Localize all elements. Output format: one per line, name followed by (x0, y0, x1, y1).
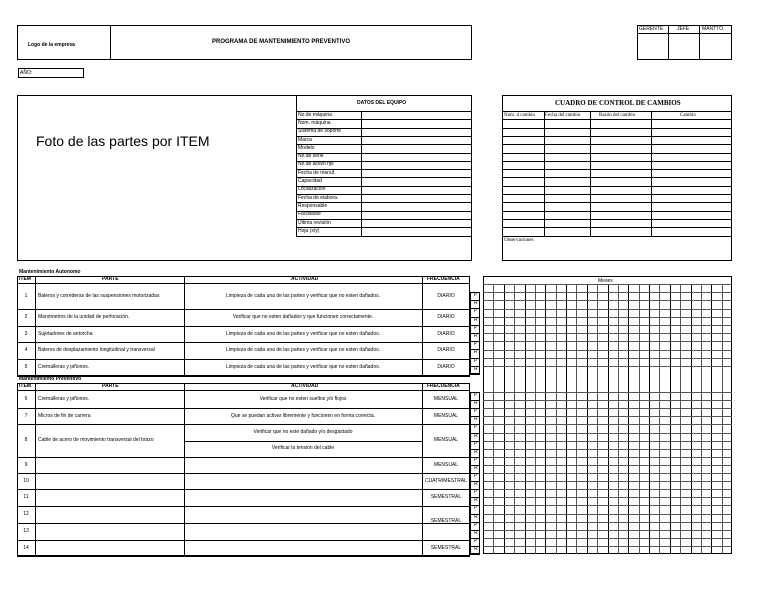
months-row-line (483, 317, 732, 318)
months-row-line (483, 292, 732, 293)
equipment-field-label: Localización (298, 186, 326, 193)
page-title: PROGRAMA DE MANTENIMIENTO PREVENTIVO (212, 39, 351, 45)
equipment-field-label: Fecha de elabora. (298, 194, 339, 201)
change-row-line (502, 194, 732, 195)
months-row-line (483, 366, 732, 367)
frequency-cell: SEMESTRAL (430, 544, 462, 551)
equipment-field-value (362, 144, 471, 152)
change-col-line (544, 111, 545, 236)
equipment-field-label: Marca (298, 136, 312, 143)
table-col-line (35, 276, 36, 284)
activity-cell: Limpieza de cada una de las partes y verificar que no esten dañados. (226, 293, 380, 299)
pr-label: R (474, 400, 478, 407)
item-number: 4 (24, 347, 28, 353)
header-divider (110, 25, 111, 60)
change-row-line (502, 202, 732, 203)
equipment-field-label: No.de activo fijo (298, 161, 334, 168)
pr-label: P (474, 408, 478, 415)
change-row-line (502, 128, 732, 129)
equipment-field-value (362, 153, 471, 161)
table-row-line (17, 556, 470, 557)
equipment-field-label: Sistema de soporte (298, 128, 342, 135)
pr-label: P (474, 473, 478, 479)
equipment-field-value (362, 111, 471, 119)
pr-label: R (474, 316, 478, 323)
months-label: Meses (598, 278, 613, 284)
months-row-line (483, 489, 732, 490)
table-col-line (422, 391, 423, 556)
table-col-line (422, 276, 423, 284)
pr-label: R (474, 349, 478, 356)
equipment-field-label: Nom. máquina (298, 119, 331, 126)
equipment-field-label: Responsable (298, 202, 328, 209)
pr-label: R (474, 545, 478, 552)
part-cell: Micros de fin de carrera (38, 412, 91, 419)
equipment-field-label: No.de máquina (298, 111, 332, 118)
item-number: 6 (24, 396, 28, 402)
months-row-line (483, 514, 732, 515)
equipment-field-value (362, 227, 471, 235)
months-row-line (483, 400, 732, 401)
equipment-field-value (362, 211, 471, 219)
pr-label: P (474, 537, 478, 544)
pr-label: R (474, 448, 478, 455)
months-row-line (483, 530, 732, 531)
year-label: AÑO: (20, 70, 33, 76)
activity-cell: Limpieza de cada una de las partes y verificar que no esten dañados. (226, 364, 380, 370)
signature-mantto: MANTTO. (702, 26, 725, 32)
months-row-line (483, 325, 732, 326)
equipment-field-value (362, 202, 471, 210)
photo-caption: Foto de las partes por ITEM (36, 133, 210, 149)
table-header-label: ACTIVIDAD (291, 276, 319, 282)
months-row-line (483, 392, 732, 393)
pr-label: P (474, 440, 478, 447)
months-row-line (483, 333, 732, 334)
months-row-line (483, 408, 732, 409)
table-col-line (184, 284, 185, 376)
change-row-line (502, 177, 732, 178)
pr-label: R (474, 416, 478, 423)
equipment-field-label: Modelo (298, 144, 315, 151)
months-row-line (483, 473, 732, 474)
months-row-line (483, 441, 732, 442)
pr-label: R (474, 513, 478, 520)
item-number: 8 (24, 437, 28, 443)
equipment-field-label: Última revisión (298, 219, 331, 226)
logo-placeholder: Logo de la empresa (28, 42, 75, 48)
table-header-label: ITEM (19, 383, 31, 389)
part-cell: Sujetadores de antorcha (38, 330, 93, 337)
equipment-field-label: Hoja (x/y) (298, 227, 320, 234)
frequency-cell: MENSUAL (433, 437, 459, 443)
change-row-line (502, 227, 732, 228)
item-number: 2 (24, 314, 28, 320)
pr-label: P (474, 392, 478, 398)
equipment-field-label: No.de serie (298, 153, 324, 160)
pr-label: R (474, 481, 478, 488)
change-row-line (502, 186, 732, 187)
pr-label: P (474, 521, 478, 528)
equipment-field-label: Facilitador (298, 211, 322, 218)
activity-cell: Verificar que no esten sueltos y/o flojos (259, 396, 347, 402)
table-col-line (184, 276, 185, 284)
pr-label: P (474, 341, 478, 348)
change-row-line (502, 119, 732, 120)
pr-label: R (474, 464, 478, 471)
pr-label: R (474, 497, 478, 504)
activity-cell: Verificar que no esten dañados y que funcionen correctamente. (232, 314, 374, 320)
item-number: 3 (24, 330, 28, 337)
equipment-row-line (296, 236, 472, 237)
table-header (17, 276, 470, 284)
section-preventive: Mantenimiento Preventivo (19, 376, 82, 382)
part-cell: Baleros de desplazamiento longitudinal y transversal (38, 347, 155, 353)
pr-label: R (474, 365, 478, 372)
frequency-cell: MENSUAL (433, 412, 459, 419)
months-row-line (483, 465, 732, 466)
table-col-line (422, 383, 423, 391)
pr-label: R (474, 529, 478, 536)
table-col-line (35, 284, 36, 376)
table-header-label: ITEM (19, 276, 31, 282)
pr-row-line (470, 374, 480, 375)
item-number: 11 (23, 494, 29, 500)
frequency-cell: DIARIO (437, 314, 455, 320)
part-cell: Baleros y correderas de las suspensiones motorizadas (38, 293, 160, 299)
months-row-line (483, 497, 732, 498)
part-cell: Manómetros de la unidad de perforación. (38, 314, 130, 320)
observations-label: Observaciones (504, 238, 534, 243)
item-number: 5 (24, 364, 28, 370)
change-col-line (651, 111, 652, 236)
change-row-line (502, 136, 732, 137)
table-col-line (422, 284, 423, 376)
change-row-line (502, 236, 732, 237)
frequency-cell: DIARIO (437, 347, 455, 353)
table-body (17, 391, 470, 556)
table-col-line (35, 383, 36, 391)
months-row-line (483, 309, 732, 310)
frequency-cell: DIARIO (437, 293, 455, 299)
signature-divider (637, 33, 732, 34)
equipment-field-label: Capacidad (298, 178, 322, 184)
part-cell: Cable de acero de movimiento transversal del brazo (38, 437, 154, 443)
months-row-line (483, 538, 732, 539)
change-row-line (502, 144, 732, 145)
table-col-line (184, 391, 185, 556)
pr-label: P (474, 424, 478, 431)
change-col-header: Razón del cambio (599, 112, 636, 118)
change-row-line (502, 211, 732, 212)
pr-label: P (474, 292, 478, 298)
change-row-line (502, 153, 732, 154)
months-row-line (483, 341, 732, 342)
table-col-line (184, 383, 185, 391)
frequency-cell: SEMESTRAL (430, 494, 462, 500)
equipment-field-value (362, 128, 471, 136)
table-header-label: ACTIVIDAD (291, 383, 319, 389)
change-col-header: Fecha del cambio (545, 112, 581, 118)
equipment-field-value (362, 169, 471, 177)
table-header-label: FRECUENCIA (427, 383, 460, 389)
months-row-line (483, 416, 732, 417)
table-col-line (35, 391, 36, 556)
months-row-line (483, 300, 732, 301)
item-number: 1 (24, 293, 28, 299)
table-body (17, 284, 470, 376)
equipment-field-label: Fecha de manuf. (298, 169, 336, 176)
equipment-divider (296, 95, 297, 237)
months-row-line (483, 481, 732, 482)
item-number: 13 (23, 528, 29, 534)
table-header-label: PARTE (102, 276, 119, 282)
equipment-title: DATOS DEL EQUIPO (357, 100, 407, 106)
item-number: 12 (23, 511, 29, 517)
change-row-line (502, 161, 732, 162)
signature-jefe: JEFE (677, 26, 690, 32)
pr-label: R (474, 300, 478, 307)
months-row-line (483, 457, 732, 458)
equipment-field-value (362, 194, 471, 202)
signature-divider (668, 25, 669, 60)
table-row-line (17, 376, 470, 377)
activity-cell: Verificar que no este dañado y/o desgastado (253, 428, 353, 435)
equipment-field-value (362, 186, 471, 194)
pr-label: P (474, 489, 478, 496)
change-row-line (502, 169, 732, 170)
pr-label: P (474, 456, 478, 463)
equipment-field-value (362, 161, 471, 169)
months-row-line (483, 546, 732, 547)
months-row-line (483, 284, 732, 285)
item-number: 14 (23, 544, 29, 551)
months-row-line (483, 424, 732, 425)
item-number: 7 (24, 412, 28, 419)
change-row-line (502, 111, 732, 112)
change-col-line (590, 111, 591, 236)
part-cell: Cremalleras y piñones. (38, 364, 90, 370)
change-row-line (502, 219, 732, 220)
item-number: 9 (24, 461, 28, 468)
equipment-field-value (362, 177, 471, 185)
frequency-cell: MENSUAL (433, 461, 459, 468)
months-row-line (483, 522, 732, 523)
part-cell: Cremalleras y piñones. (38, 396, 90, 402)
pr-label: P (474, 308, 478, 315)
activity-cell: Limpieza de cada una de las partes y verificar que no esten dañados. (226, 347, 380, 353)
frequency-cell: DIARIO (437, 364, 455, 370)
signature-divider (699, 25, 700, 60)
frequency-cell: CUATRIMESTRAL (425, 477, 467, 484)
activity-cell: Verificar la tensión del cable (271, 445, 335, 452)
pr-row-line (470, 554, 480, 555)
change-control-title: CUADRO DE CONTROL DE CAMBIOS (555, 99, 681, 107)
months-row-line (483, 433, 732, 434)
section-autonomous: Mantenimiento Autonomo (19, 269, 81, 275)
pr-label: R (474, 432, 478, 439)
activity-cell: Limpieza de cada una de las partes y verificar que no esten dañados. (226, 330, 380, 337)
frequency-cell: DIARIO (437, 330, 455, 337)
months-row-line (483, 358, 732, 359)
months-row-line (483, 505, 732, 506)
pr-label: P (474, 505, 478, 512)
table-header (17, 383, 470, 391)
frequency-cell: MENSUAL (433, 396, 459, 402)
months-row-line (483, 350, 732, 351)
change-col-header: Cambio (680, 112, 696, 118)
equipment-field-value (362, 119, 471, 127)
equipment-field-value (362, 219, 471, 227)
activity-cell: Que se puedan activar libremente y funcionen en forma correcta. (231, 412, 375, 419)
frequency-cell: SEMESTRAL (430, 518, 462, 524)
months-row-line (483, 449, 732, 450)
table-header-label: PARTE (102, 383, 119, 389)
item-number: 10 (23, 477, 29, 484)
pr-label: P (474, 324, 478, 331)
signature-gerente: GERENTE (639, 26, 664, 32)
table-header-label: FRECUENCIA (427, 276, 460, 282)
pr-label: P (474, 357, 478, 364)
equipment-field-value (362, 136, 471, 144)
pr-label: R (474, 333, 478, 339)
change-col-header: Num. d cambio (504, 112, 535, 118)
